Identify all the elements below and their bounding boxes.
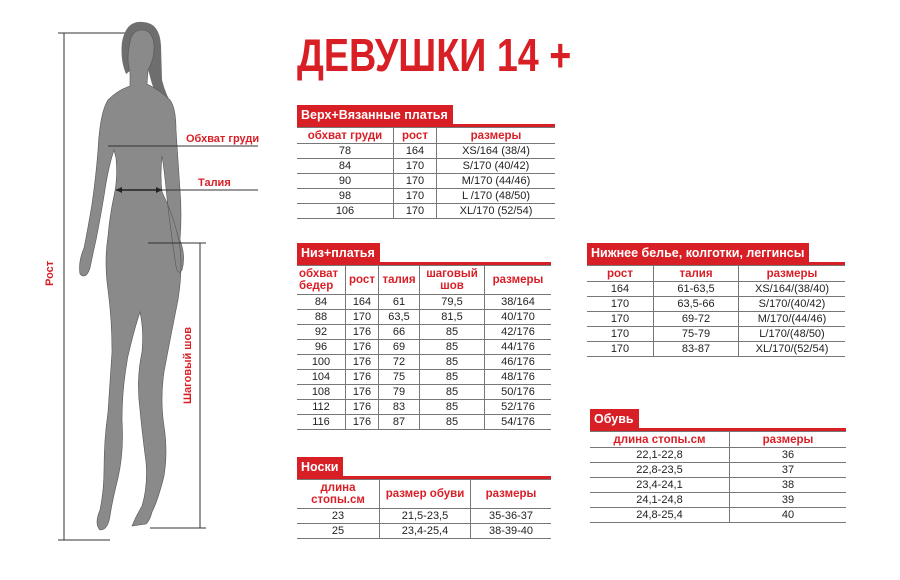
bottoms-section [297, 243, 551, 430]
shoes-title: Обувь [590, 409, 639, 428]
underwear-title: Нижнее белье, колготки, леггинсы [587, 243, 809, 262]
table-row: 170 63,5-66 S/170/(40/42) [587, 297, 845, 312]
height-label: Рост [44, 260, 56, 286]
table-header-row [587, 266, 845, 282]
body-figure [0, 0, 290, 580]
table-header-row [590, 432, 846, 448]
chest-label: Обхват груди [186, 133, 260, 145]
table-row: 170 75-79 L/170/(48/50) [587, 327, 845, 342]
underwear-section [587, 243, 845, 357]
socks-section [297, 457, 551, 539]
table-row: 164 61-63,5 XS/164/(38/40) [587, 282, 845, 297]
table-row: 23,4-24,1 38 [590, 478, 846, 493]
table-row: 90 170 M/170 (44/46) [297, 174, 555, 189]
column-header: талия [654, 266, 739, 282]
socks-table [297, 479, 551, 539]
shoes-section [590, 409, 846, 523]
table-row: 84 164 61 79,5 38/164 [297, 295, 551, 310]
tops-table [297, 127, 555, 219]
table-row: 100 176 72 85 46/176 [297, 355, 551, 370]
table-row: 25 23,4-25,4 38-39-40 [297, 524, 551, 539]
tops-title: Верх+Вязанные платья [297, 105, 453, 124]
column-header: размеры [437, 128, 556, 144]
bottoms-title: Низ+платья [297, 243, 380, 262]
table-row: 112 176 83 85 52/176 [297, 400, 551, 415]
column-header: длина стопы.см [590, 432, 730, 448]
column-header: талия [379, 266, 420, 295]
table-row: 106 170 XL/170 (52/54) [297, 204, 555, 219]
table-row: 108 176 79 85 50/176 [297, 385, 551, 400]
column-header: длина стопы.см [297, 480, 380, 509]
waist-label: Талия [198, 177, 231, 189]
table-row: 88 170 63,5 81,5 40/170 [297, 310, 551, 325]
table-row: 22,1-22,8 36 [590, 448, 846, 463]
table-header-row [297, 128, 555, 144]
column-header: шаговый шов [420, 266, 485, 295]
column-header: размер обуви [380, 480, 471, 509]
table-row: 170 83-87 XL/170/(52/54) [587, 342, 845, 357]
table-header-row [297, 480, 551, 509]
column-header: обхват груди [297, 128, 394, 144]
column-header: размеры [485, 266, 552, 295]
socks-title: Носки [297, 457, 343, 476]
table-row: 78 164 XS/164 (38/4) [297, 144, 555, 159]
column-header: рост [346, 266, 379, 295]
underwear-table [587, 265, 845, 357]
table-row: 98 170 L /170 (48/50) [297, 189, 555, 204]
column-header: размеры [730, 432, 847, 448]
column-header: рост [394, 128, 437, 144]
bottoms-table [297, 265, 551, 430]
page-title: ДЕВУШКИ 14 + [297, 29, 572, 81]
column-header: обхват бедер [297, 266, 346, 295]
table-row: 24,8-25,4 40 [590, 508, 846, 523]
table-row: 84 170 S/170 (40/42) [297, 159, 555, 174]
column-header: рост [587, 266, 654, 282]
table-row: 22,8-23,5 37 [590, 463, 846, 478]
table-row: 116 176 87 85 54/176 [297, 415, 551, 430]
table-row: 170 69-72 M/170/(44/46) [587, 312, 845, 327]
table-header-row [297, 266, 551, 295]
table-row: 92 176 66 85 42/176 [297, 325, 551, 340]
column-header: размеры [739, 266, 846, 282]
table-row: 24,1-24,8 39 [590, 493, 846, 508]
table-row: 96 176 69 85 44/176 [297, 340, 551, 355]
body-silhouette [80, 30, 184, 530]
table-row: 23 21,5-23,5 35-36-37 [297, 509, 551, 524]
tops-section [297, 105, 555, 219]
inseam-label: Шаговый шов [182, 327, 194, 404]
column-header: размеры [471, 480, 552, 509]
shoes-table [590, 431, 846, 523]
table-row: 104 176 75 85 48/176 [297, 370, 551, 385]
